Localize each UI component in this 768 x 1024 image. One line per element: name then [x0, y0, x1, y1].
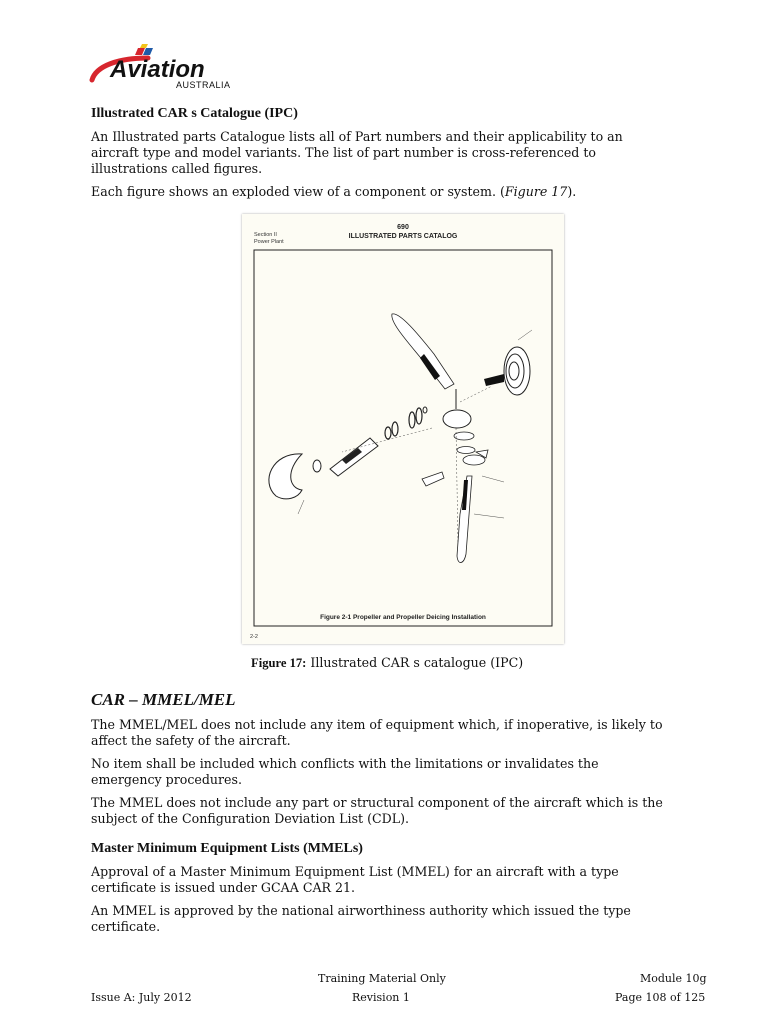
mel-paragraph-1 [91, 717, 721, 749]
footer-training-note: Training Material Only [318, 972, 446, 985]
logo-subtitle: AUSTRALIA [176, 80, 231, 90]
ipc-paragraph-1 [91, 129, 721, 177]
figure-reference: Figure 17 [504, 184, 568, 199]
text-line: certificate is issued under GCAA CAR 21. [91, 880, 356, 895]
figure-inner-caption: Figure 2-1 Propeller and Propeller Deicing Installation [320, 614, 486, 621]
text-line: No item shall be included which conflicts with the limitations or invalidates the [91, 756, 599, 771]
mmel-paragraph-2 [91, 903, 721, 935]
text-line: The MMEL/MEL does not include any item of equipment which, if inoperative, is likely to [91, 717, 663, 732]
text-line: affect the safety of the aircraft. [91, 733, 291, 748]
figure-section-sub: Power Plant [254, 239, 284, 245]
text-line: The MMEL does not include any part or structural component of the aircraft which is the [91, 795, 663, 810]
footer-revision: Revision 1 [352, 991, 410, 1004]
mmel-paragraph-1 [91, 864, 721, 896]
propeller-exploded-diagram [242, 214, 564, 644]
text-line: subject of the Configuration Deviation List (CDL). [91, 811, 410, 826]
text-line: certificate. [91, 919, 161, 934]
text-line: Approval of a Master Minimum Equipment List (MMEL) for an aircraft with a type [91, 864, 619, 879]
mel-paragraph-3 [91, 795, 721, 827]
aviation-australia-logo [88, 44, 263, 92]
figure-section: Section II [254, 232, 277, 238]
figure-page-ref: 2-2 [250, 634, 258, 640]
footer-module: Module 10g [640, 972, 707, 985]
mmel-heading: Master Minimum Equipment Lists (MMELs) [91, 841, 363, 856]
ipc-figure [242, 214, 564, 644]
figure-caption-text: Illustrated CAR s catalogue (IPC) [306, 655, 524, 670]
text-line: illustrations called figures. [91, 161, 263, 176]
text-line: aircraft type and model variants. The list of part number is cross-referenced to [91, 145, 596, 160]
figure-caption-label: Figure 17: [251, 656, 307, 670]
text-line: An MMEL is approved by the national airworthiness authority which issued the type [91, 903, 631, 918]
figure-catalog-title: ILLUSTRATED PARTS CATALOG [348, 233, 458, 240]
logo-wordmark: Aviation [110, 56, 205, 83]
text-segment: ). [567, 184, 577, 199]
ipc-paragraph-2 [91, 184, 721, 200]
figure-caption [251, 655, 523, 671]
figure-model: 690 [397, 224, 409, 231]
mel-paragraph-2 [91, 756, 721, 788]
ipc-heading: Illustrated CAR s Catalogue (IPC) [91, 106, 298, 121]
footer-page-number: Page 108 of 125 [615, 991, 706, 1004]
text-segment: Each figure shows an exploded view of a component or system. ( [91, 184, 505, 199]
text-line: An Illustrated parts Catalogue lists all of Part numbers and their applicability to an [91, 129, 623, 144]
mel-heading: CAR – MMEL/MEL [91, 690, 236, 709]
footer-issue: Issue A: July 2012 [91, 991, 192, 1004]
text-line: emergency procedures. [91, 772, 242, 787]
